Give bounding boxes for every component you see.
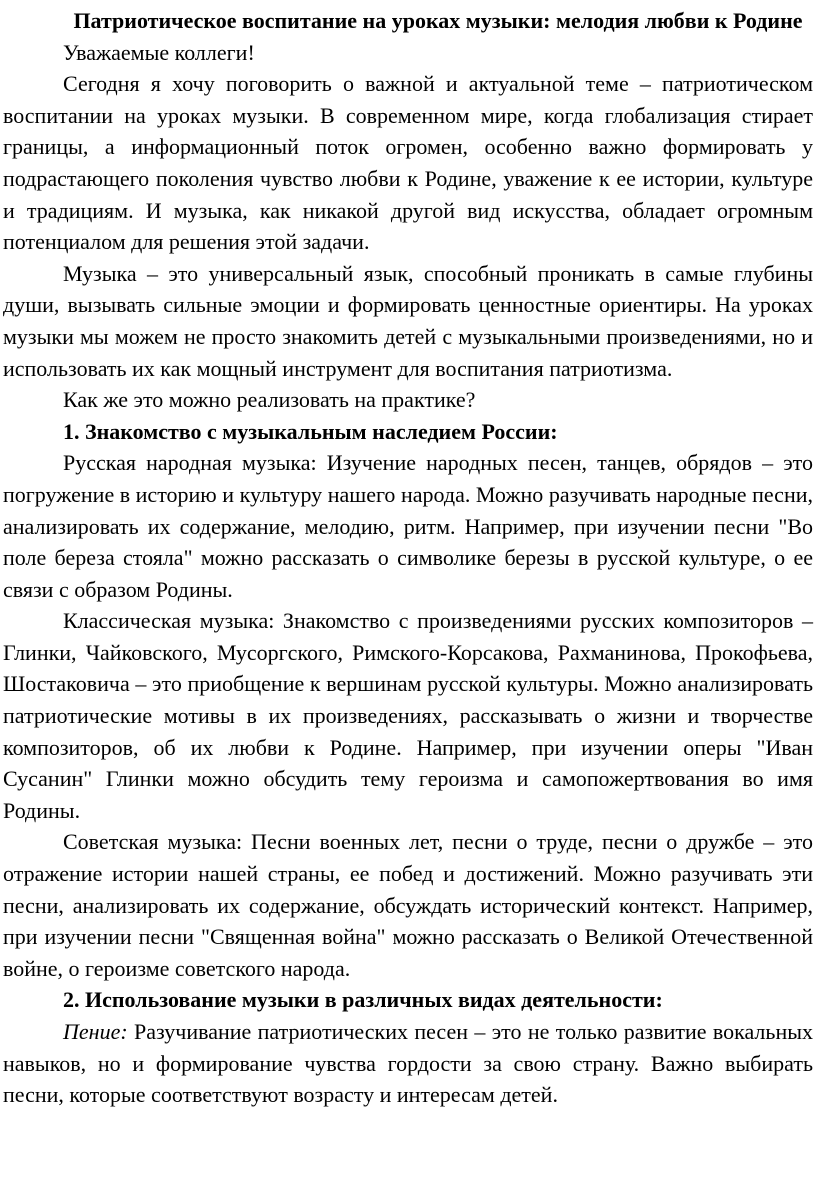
section1-heading: 1. Знакомство с музыкальным наследием России:: [63, 418, 558, 444]
singing-paragraph: [3, 1016, 813, 1111]
soviet-music-paragraph: Советская музыка: Песни военных лет, песни о труде, песни о дружбе – это отражение истории нашей страны, ее побед и достижений. Можно разучивать эти песни, анализировать их содержание, обсуждать исторический контекст. Например, при изучении песни "Священная война" можно рассказать о Великой Отечественной войне, о героизме советского народа.: [3, 829, 813, 981]
document-title: Патриотическое воспитание на уроках музыки: мелодия любви к Родине: [73, 8, 803, 33]
section2-heading: 2. Использование музыки в различных видах деятельности:: [63, 987, 663, 1013]
classical-music-paragraph: Классическая музыка: Знакомство с произведениями русских композиторов – Глинки, Чайковского, Мусоргского, Римского-Корсакова, Рахманинова, Прокофьева, Шостаковича – это приобщение к вершинам русской культуры. Можно анализировать патриотические мотивы в их произведениях, рассказывать о жизни и творчестве композиторов, об их любви к Родине. Например, при изучении оперы "Иван Сусанин" Глинки можно обсудить тему героизма и самопожертвования во имя Родины.: [3, 608, 813, 823]
music-universal-paragraph: Музыка – это универсальный язык, способный проникать в самые глубины души, вызывать сильные эмоции и формировать ценностные ориентиры. На уроках музыки мы можем не просто знакомить детей с музыкальными произведениями, но и использовать их как мощный инструмент для воспитания патриотизма.: [3, 260, 813, 381]
question-paragraph: Как же это можно реализовать на практике?: [63, 387, 476, 413]
intro-paragraph: Сегодня я хочу поговорить о важной и актуальной теме – патриотическом воспитании на уроках музыки. В современном мире, когда глобализация стирает границы, а информационный поток огромен, особенно важно формировать у подрастающего поколения чувство любви к Родине, уважение к ее истории, культуре и традициям. И музыка, как никакой другой вид искусства, обладает огромным потенциалом для решения этой задачи.: [3, 71, 813, 255]
folk-music-paragraph: Русская народная музыка: Изучение народных песен, танцев, обрядов – это погружение в историю и культуру нашего народа. Можно разучивать народные песни, анализировать их содержание, мелодию, ритм. Например, при изучении песни "Во поле береза стояла" можно рассказать о символике березы в русской культуре, о ее связи с образом Родины.: [3, 450, 813, 602]
singing-text: Разучивание патриотических песен – это не только развитие вокальных навыков, но и формирование чувства гордости за свою страну. Важно выбирать песни, которые соответствуют возрасту и интересам детей.: [3, 1019, 813, 1108]
greeting: Уважаемые коллеги!: [63, 39, 255, 65]
singing-label: Пение:: [63, 1019, 128, 1044]
